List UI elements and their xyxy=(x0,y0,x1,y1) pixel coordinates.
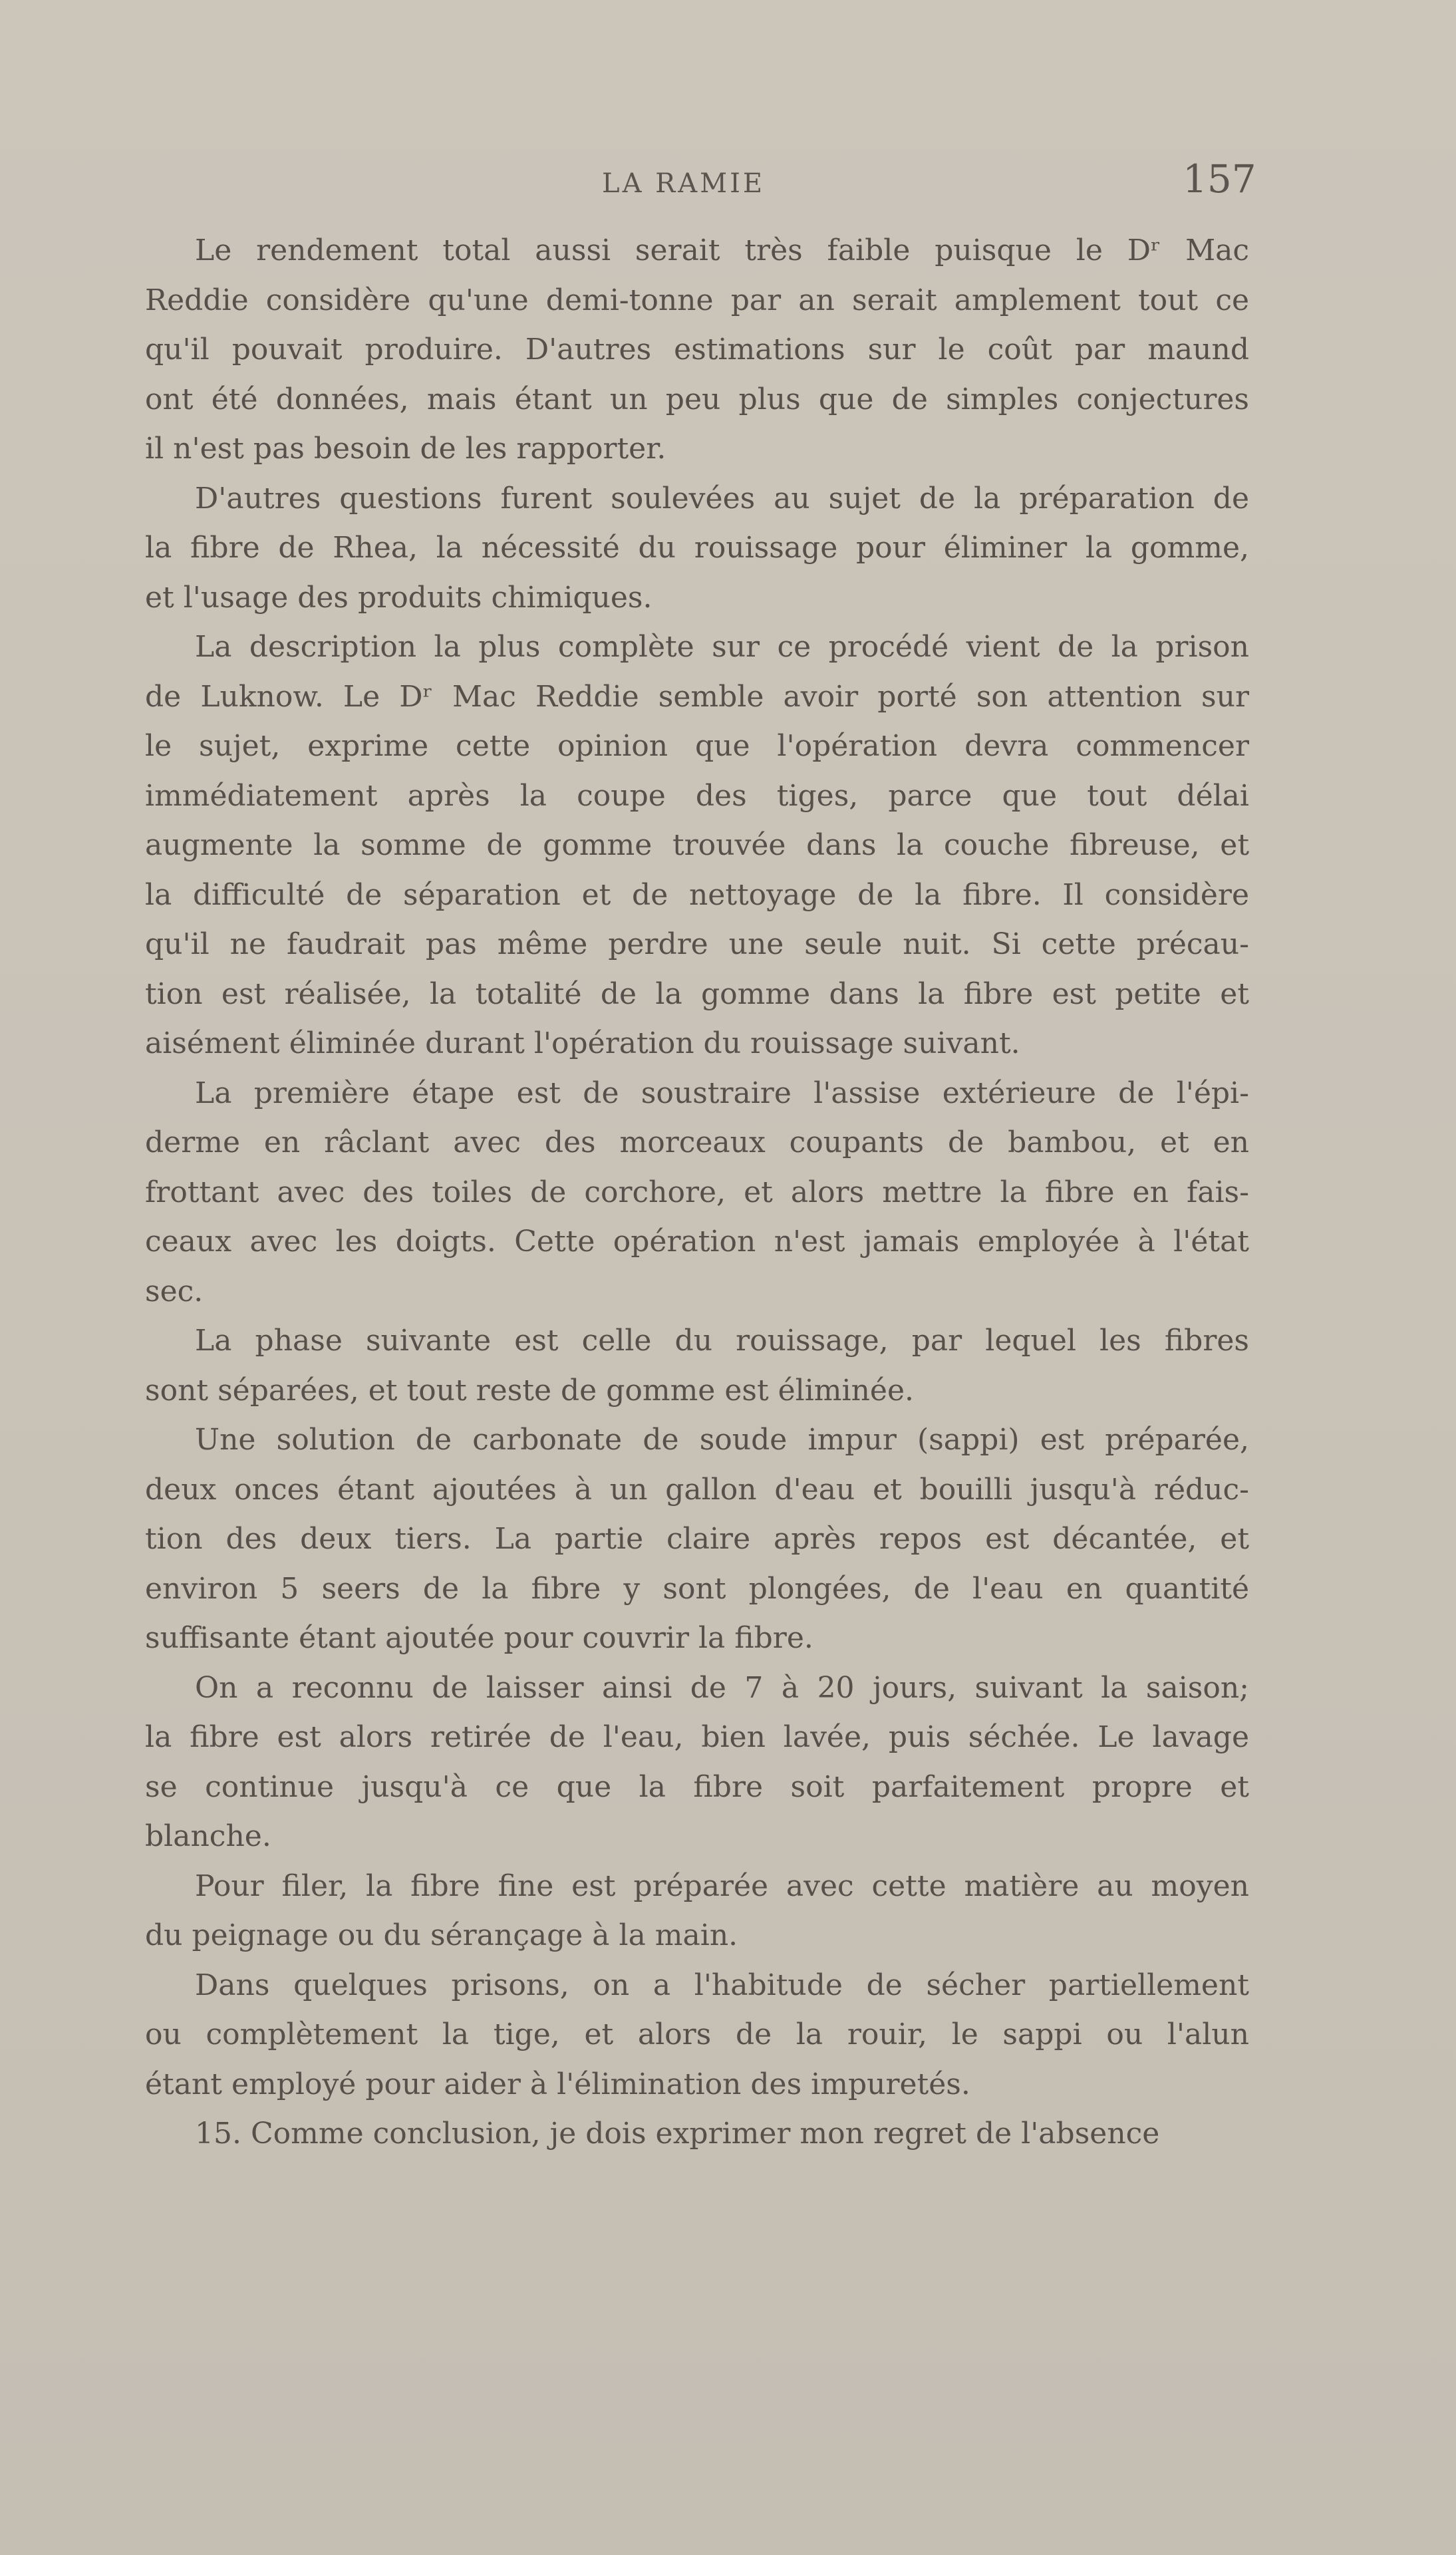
text-line: immédiatement après la coupe des tiges, parce que tout délai xyxy=(145,778,1249,813)
paragraph xyxy=(145,226,1249,474)
text-line: derme en râclant avec des morceaux coupants de bambou, et en xyxy=(145,1126,1249,1159)
text-line: Une solution de carbonate de soude impur (sappi) est préparée, xyxy=(195,1423,1249,1457)
text-line: Reddie considère qu'une demi-tonne par an serait amplement tout ce xyxy=(145,283,1249,317)
text-line: de Luknow. Le Dʳ Mac Reddie semble avoir porté son attention sur xyxy=(145,679,1249,714)
text-line: qu'il pouvait produire. D'autres estimations sur le coût par maund xyxy=(145,333,1249,367)
text-line: frottant avec des toiles de corchore, et alors mettre la fibre en fais- xyxy=(145,1175,1249,1209)
running-title: LA RAMIE xyxy=(602,168,766,199)
paragraph xyxy=(145,1862,1249,1961)
text-line: se continue jusqu'à ce que la fibre soit parfaitement propre et xyxy=(145,1769,1249,1804)
text-line: la fibre est alors retirée de l'eau, bien lavée, puis séchée. Le lavage xyxy=(145,1720,1249,1754)
text-line: tion des deux tiers. La partie claire après repos est décantée, et xyxy=(145,1522,1249,1556)
text-line: étant employé pour aider à l'élimination des impuretés. xyxy=(145,2067,970,2101)
text-line: sont séparées, et tout reste de gomme est éliminée. xyxy=(145,1373,914,1408)
text-line: ceaux avec les doigts. Cette opération n'est jamais employée à l'état xyxy=(145,1225,1249,1259)
text-line: et l'usage des produits chimiques. xyxy=(145,580,653,615)
body-text xyxy=(145,226,1249,2159)
text-line: environ 5 seers de la fibre y sont plongées, de l'eau en quantité xyxy=(145,1571,1249,1606)
text-line: suffisante étant ajoutée pour couvrir la fibre. xyxy=(145,1621,813,1655)
paragraph xyxy=(145,1069,1249,1317)
paragraph xyxy=(145,2109,1249,2159)
text-line: D'autres questions furent soulevées au sujet de la préparation de xyxy=(195,481,1249,516)
text-line: On a reconnu de laisser ainsi de 7 à 20 jours, suivant la saison; xyxy=(195,1670,1249,1705)
text-line: deux onces étant ajoutées à un gallon d'eau et bouilli jusqu'à réduc- xyxy=(145,1472,1249,1507)
running-head xyxy=(0,156,1456,210)
paragraph xyxy=(145,623,1249,1069)
paragraph xyxy=(145,474,1249,623)
text-line: Le rendement total aussi serait très faible puisque le Dʳ Mac xyxy=(195,233,1249,267)
text-line: ou complètement la tige, et alors de la rouir, le sappi ou l'alun xyxy=(145,2018,1249,2051)
text-line: La description la plus complète sur ce procédé vient de la prison xyxy=(195,630,1249,664)
text-line: la fibre de Rhea, la nécessité du rouissage pour éliminer la gomme, xyxy=(145,531,1249,565)
text-line: blanche. xyxy=(145,1819,271,1853)
paragraph xyxy=(145,1316,1249,1416)
text-line: la difficulté de séparation et de nettoyage de la fibre. Il considère xyxy=(145,877,1249,912)
paragraph xyxy=(145,1961,1249,2110)
text-line: sec. xyxy=(145,1274,204,1308)
text-line: 15. Comme conclusion, je dois exprimer mon regret de l'absence xyxy=(195,2117,1160,2151)
text-line: tion est réalisée, la totalité de la gomme dans la fibre est petite et xyxy=(145,977,1249,1011)
paragraph xyxy=(145,1664,1249,1862)
text-line: aisément éliminée durant l'opération du rouissage suivant. xyxy=(145,1026,1020,1060)
text-line: qu'il ne faudrait pas même perdre une seule nuit. Si cette précau- xyxy=(145,927,1249,961)
text-line: ont été données, mais étant un peu plus que de simples conjectures xyxy=(145,382,1249,416)
text-line: Pour filer, la fibre fine est préparée avec cette matière au moyen xyxy=(195,1869,1249,1903)
text-line: La première étape est de soustraire l'assise extérieure de l'épi- xyxy=(195,1076,1249,1110)
text-line: Dans quelques prisons, on a l'habitude de sécher partiellement xyxy=(195,1968,1249,2002)
page-number: 157 xyxy=(1183,156,1256,202)
text-line: du peignage ou du sérançage à la main. xyxy=(145,1918,738,1952)
text-line: le sujet, exprime cette opinion que l'opération devra commencer xyxy=(145,729,1249,763)
text-line: La phase suivante est celle du rouissage, par lequel les fibres xyxy=(195,1324,1249,1358)
text-line: il n'est pas besoin de les rapporter. xyxy=(145,432,666,466)
paragraph xyxy=(145,1416,1249,1664)
text-line: augmente la somme de gomme trouvée dans la couche fibreuse, et xyxy=(145,828,1249,862)
